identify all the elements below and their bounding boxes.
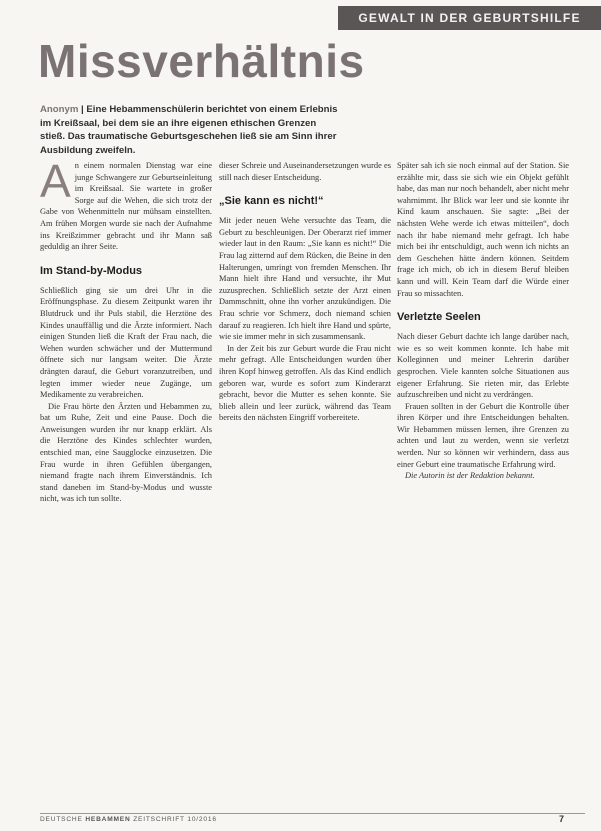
text-column-1 (40, 155, 212, 505)
footer-brand-suffix: ZEITSCHRIFT 10/2016 (133, 816, 217, 823)
article-intro: Anonym | Eine Hebammenschülerin berichtet von einem Erlebnis im Kreißsaal, bei dem sie an ihre eigenen ethischen Grenzen stieß. Das traumatische Geburtsgeschehen ließ sie am Sinn ihrer Ausbildung zweifeln. (40, 104, 338, 156)
intro-text: Eine Hebammenschülerin berichtet von einem Erlebnis im Kreißsaal, bei dem sie an ihre eigenen ethischen Grenzen stieß. Das traumatische Geburtsgeschehen ließ sie am Sinn ihrer Ausbildung zweifeln. (40, 104, 338, 156)
body-paragraph: Nach dieser Geburt dachte ich lange darüber nach, wie es so weit kommen konnte. Ich habe mit Kolleginnen und meiner Lehrerin darüber gesprochen. Viele kannten solche Situationen aus eigener Erfahrung. Sie rieten mir, das Erlebte aufzuschreiben und nicht zu verdrängen. (397, 332, 569, 400)
body-paragraph: Später sah ich sie noch einmal auf der Station. Sie erzählte mir, dass sie sich wie ein Objekt gefühlt habe, das man nur noch behandelt, aber nicht mehr wahrnimmt. Ihr Blick war leer und sie konnte ihr Kind kaum anschauen. Sie sagte: „Bei der nächsten Wehe werde ich etwas mitteilen“, doch nach ihr habe niemand mehr gefragt. Ich habe mich bei ihr entschuldigt, auch wenn ich nichts an dem Geschehen hätte ändern können. Seitdem frage ich mich, ob ich in diesem Beruf bleiben kann und will. Kein Team darf die Würde einer Frau so missachten. (397, 161, 569, 298)
drop-cap: A (40, 155, 71, 207)
text-column-3 (397, 160, 569, 482)
subheading-verletzte-seelen: Verletzte Seelen (397, 311, 481, 324)
body-paragraph: dieser Schreie und Auseinandersetzungen wurde es still nach dieser Entscheidung. (219, 161, 391, 182)
opening-text: n einem normalen Dienstag war eine junge Schwangere zur Geburtseinleitung im Kreißsaal. Sie wartete in großer Sorge auf die Wehen, die sich trotz der Gabe von Wehenmitteln nur mühsam einstellten. Am frühen Morgen wurde sie nach der Aufnahme ins Kreißzimmer gebracht und ihr Mann saß geduldig an ihrer Seite. (40, 161, 212, 252)
opening-paragraph (40, 155, 212, 253)
footer-brand (40, 816, 217, 823)
text-column-2 (219, 160, 391, 424)
footer-brand-main: HEBAMMEN (85, 816, 131, 823)
page-number: 7 (559, 814, 565, 824)
body-paragraph: Mit jeder neuen Wehe versuchte das Team, die Geburt zu beschleunigen. Der Oberarzt rief immer wieder laut in den Raum: „Sie kann es nicht!“ Die Frau lag zitternd auf dem Rücken, die Beine in den Halterungen, umringt von fremden Menschen. Ihr Mann hielt ihre Hand und versuchte, ihr Mut zuzusprechen. Schließlich setzte der Arzt einen Dammschnitt, ohne ihn vorher anzukündigen. Die Frau schrie vor Schmerz, doch niemand schien darauf zu reagieren. Ich hielt ihre Hand und spürte, wie sie immer mehr in sich zusammensank. (219, 216, 391, 342)
article-title: Missverhältnis (38, 35, 365, 87)
subheading-stand-by: Im Stand-by-Modus (40, 264, 143, 277)
body-paragraph: In der Zeit bis zur Geburt wurde die Frau nicht mehr gefragt. Alle Entscheidungen wurden über ihren Kopf hinweg getroffen. Als das Kind endlich geboren war, wurde es sofort zum Kinderarzt gebracht, bevor die Mutter es sehen konnte. Sie blieb allein und leer zurück, während das Team bereits den nächsten Eingriff vorbereitete. (219, 343, 391, 423)
footer-brand-prefix: DEUTSCHE (40, 816, 83, 823)
footer-divider (40, 813, 585, 814)
section-label: GEWALT IN DER GEBURTSHILFE (338, 6, 601, 30)
body-paragraph: Die Frau hörte den Ärzten und Hebammen zu, bat um Ruhe, Zeit und eine Pause. Doch die Anweisungen wurden ihr nur knapp erklärt. Als die Herztöne des Kindes schlechter wurden, entschied man, eine Saugglocke einzusetzen. Die Frau wurde in ihren Gefühlen übergangen, niemand fragte nach ihrem Einverständnis. Ich stand daneben im Stand-by-Modus und wusste nicht, was ich tun sollte. (40, 401, 212, 504)
author-note: Die Autorin ist der Redaktion bekannt. (405, 471, 535, 481)
body-paragraph: Frauen sollten in der Geburt die Kontrolle über ihren Körper und ihre Entscheidungen behalten. Wir Hebammen müssen lernen, ihre Grenzen zu achten und laut zu werden, wenn sie verletzt werden. Nur so können wir verhindern, dass aus einer Geburt eine traumatische Erfahrung wird. (397, 401, 569, 469)
subheading-sie-kann: „Sie kann es nicht!“ (219, 195, 324, 208)
body-paragraph: Schließlich ging sie um drei Uhr in die Eröffnungsphase. Zu diesem Zeitpunkt waren ihr Blutdruck und ihr Puls stabil, die Herztöne des Kindes unauffällig und die Ärzte informiert. Nach einigen Stunden ließ die Kraft der Frau nach, die Wehen wurden schwächer und der Muttermund öffnete sich nur langsam weiter. Die Ärzte drängten darauf, die Geburt voranzutreiben, und legten immer wieder neue Zugänge, um Medikamente zu verabreichen. (40, 285, 212, 400)
intro-author-label: Anonym (40, 104, 79, 115)
